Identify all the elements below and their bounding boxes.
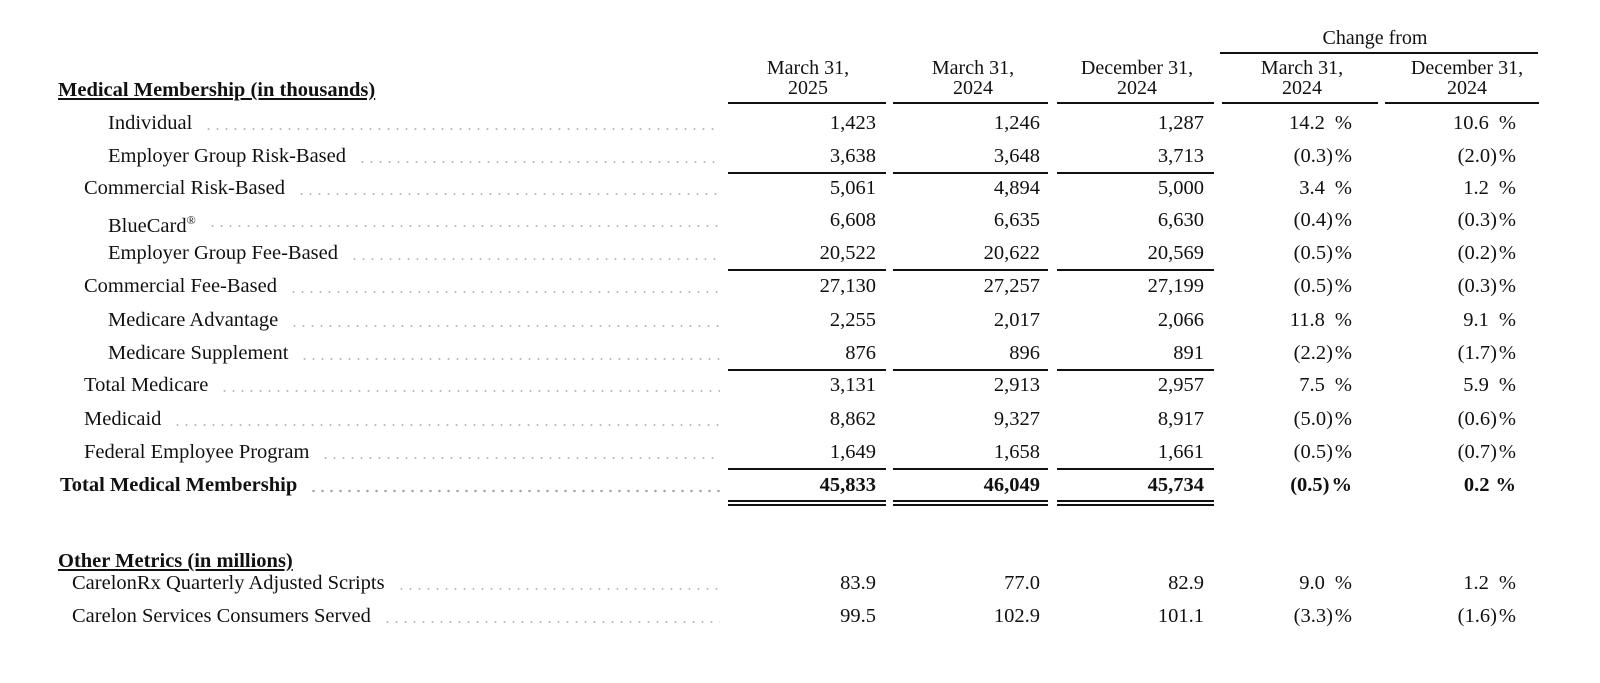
percent-sign: %: [1498, 572, 1516, 594]
change-percent-cell: [1202, 176, 1352, 200]
dot-leader: [350, 257, 720, 261]
change-percent-cell: [1202, 241, 1352, 265]
row-label: [108, 208, 196, 238]
value-cell: 83.9: [840, 572, 876, 594]
value-cell: 9,327: [993, 408, 1040, 430]
percent-sign: %: [1334, 112, 1352, 134]
change-percent-cell: [1366, 241, 1516, 265]
subtotal-rule: [1057, 269, 1214, 271]
subtotal-rule: [1057, 369, 1214, 371]
change-value: 9.0: [1299, 572, 1325, 594]
row-label-text: Employer Group Fee-Based: [108, 242, 338, 264]
col-header-mar2025: March 31, 2025: [766, 57, 850, 99]
row-label: [84, 373, 208, 397]
change-value: (0.5): [1293, 441, 1333, 463]
total-double-rule: [1057, 500, 1214, 506]
value-cell: 2,913: [993, 374, 1040, 396]
change-value: (0.4): [1293, 209, 1333, 231]
change-value: (0.3): [1457, 275, 1497, 297]
value-cell: 5,000: [1157, 177, 1204, 199]
percent-sign: %: [1495, 474, 1516, 496]
value-cell: 20,622: [983, 242, 1040, 264]
value-cell: 891: [1173, 342, 1204, 364]
change-value: (0.5): [1293, 242, 1333, 264]
change-percent-cell: [1366, 407, 1516, 431]
percent-sign: %: [1334, 177, 1352, 199]
row-label: [108, 111, 192, 135]
value-cell: 1,246: [993, 112, 1040, 134]
value-cell: 1,661: [1157, 441, 1204, 463]
change-value: (5.0): [1293, 408, 1333, 430]
dot-leader: [297, 192, 720, 196]
percent-sign: %: [1498, 177, 1516, 199]
value-cell: 99.5: [840, 605, 876, 627]
change-percent-cell: [1202, 341, 1352, 365]
value-cell: 102.9: [993, 605, 1040, 627]
row-label: [108, 144, 346, 168]
percent-sign: %: [1331, 474, 1352, 496]
change-value: 3.4: [1299, 177, 1325, 199]
change-percent-cell: [1202, 111, 1352, 135]
change-value: 1.2: [1463, 177, 1489, 199]
row-label-text: Medicare Supplement: [108, 342, 289, 364]
percent-sign: %: [1334, 309, 1352, 331]
change-percent-cell: [1202, 373, 1352, 397]
value-cell: 8,862: [829, 408, 876, 430]
percent-sign: %: [1498, 242, 1516, 264]
value-cell: 6,630: [1157, 209, 1204, 231]
row-label-text: Total Medical Membership: [60, 474, 298, 496]
dot-leader: [358, 160, 720, 164]
subtotal-rule: [893, 269, 1048, 271]
percent-sign: %: [1334, 408, 1352, 430]
value-cell: 896: [1009, 342, 1040, 364]
header-rule: [1222, 102, 1378, 104]
subtotal-rule: [893, 369, 1048, 371]
percent-sign: %: [1334, 572, 1352, 594]
change-percent-cell: [1366, 473, 1516, 497]
value-cell: 45,734: [1147, 474, 1204, 496]
row-label-text: Carelon Services Consumers Served: [72, 605, 371, 627]
change-percent-cell: [1366, 144, 1516, 168]
row-label-text: Federal Employee Program: [84, 441, 310, 463]
change-percent-cell: [1366, 341, 1516, 365]
subtotal-rule: [728, 369, 886, 371]
change-value: (3.3): [1293, 605, 1333, 627]
header-rule: [1057, 102, 1214, 104]
percent-sign: %: [1498, 112, 1516, 134]
value-cell: 46,049: [983, 474, 1040, 496]
change-value: (1.7): [1457, 342, 1497, 364]
change-percent-cell: [1366, 308, 1516, 332]
value-cell: 27,130: [819, 275, 876, 297]
value-cell: 3,131: [829, 374, 876, 396]
subtotal-rule: [1057, 172, 1214, 174]
percent-sign: %: [1334, 605, 1352, 627]
dot-leader: [173, 423, 720, 427]
subtotal-rule: [893, 172, 1048, 174]
value-cell: 2,255: [829, 309, 876, 331]
change-value: (2.2): [1293, 342, 1333, 364]
dot-leader: [204, 127, 720, 131]
row-label: [84, 176, 285, 200]
change-percent-cell: [1202, 274, 1352, 298]
percent-sign: %: [1498, 145, 1516, 167]
value-cell: 45,833: [819, 474, 876, 496]
row-label: [72, 571, 385, 595]
change-value: (0.5): [1290, 474, 1330, 496]
percent-sign: %: [1498, 441, 1516, 463]
percent-sign: %: [1498, 209, 1516, 231]
change-percent-cell: [1202, 308, 1352, 332]
value-cell: 876: [845, 342, 876, 364]
change-value: 0.2: [1463, 474, 1490, 496]
percent-sign: %: [1498, 374, 1516, 396]
other-metrics-title: Other Metrics (in millions): [58, 550, 293, 572]
subtotal-rule: [728, 269, 886, 271]
total-double-rule: [893, 500, 1048, 506]
value-cell: 6,635: [993, 209, 1040, 231]
row-label: [108, 241, 338, 265]
percent-sign: %: [1498, 342, 1516, 364]
change-value: (1.6): [1457, 605, 1497, 627]
value-cell: 1,423: [829, 112, 876, 134]
dot-leader: [208, 224, 720, 228]
row-label: [84, 274, 277, 298]
value-cell: 1,658: [993, 441, 1040, 463]
change-percent-cell: [1366, 604, 1516, 628]
header-rule: [1385, 102, 1539, 104]
change-percent-cell: [1366, 176, 1516, 200]
change-percent-cell: [1366, 571, 1516, 595]
value-cell: 1,287: [1157, 112, 1204, 134]
change-from-rule: [1220, 52, 1538, 54]
percent-sign: %: [1498, 605, 1516, 627]
row-label-text: Medicare Advantage: [108, 309, 279, 331]
change-value: 1.2: [1463, 572, 1489, 594]
change-value: (0.2): [1457, 242, 1497, 264]
dot-leader: [289, 290, 720, 294]
dot-leader: [300, 357, 720, 361]
percent-sign: %: [1498, 275, 1516, 297]
row-label-text: Medicaid: [84, 408, 162, 430]
registered-mark: ®: [186, 213, 196, 227]
row-label: [108, 308, 278, 332]
dot-leader: [383, 620, 720, 624]
row-label-text: BlueCard: [108, 214, 187, 237]
change-value: (0.7): [1457, 441, 1497, 463]
value-cell: 20,569: [1147, 242, 1204, 264]
change-percent-cell: [1366, 440, 1516, 464]
value-cell: 5,061: [829, 177, 876, 199]
subtotal-rule: [728, 172, 886, 174]
percent-sign: %: [1334, 441, 1352, 463]
change-percent-cell: [1202, 208, 1352, 232]
row-label-text: Employer Group Risk-Based: [108, 145, 346, 167]
change-value: (2.0): [1457, 145, 1497, 167]
row-label-text: Commercial Fee-Based: [84, 275, 277, 297]
row-label: [84, 440, 309, 464]
percent-sign: %: [1334, 374, 1352, 396]
percent-sign: %: [1498, 309, 1516, 331]
value-cell: 8,917: [1157, 408, 1204, 430]
percent-sign: %: [1498, 408, 1516, 430]
header-rule: [728, 102, 886, 104]
dot-leader: [397, 587, 720, 591]
row-label: [72, 604, 371, 628]
value-cell: 3,713: [1157, 145, 1204, 167]
change-value: (0.3): [1457, 209, 1497, 231]
row-label: [84, 407, 161, 431]
value-cell: 1,649: [829, 441, 876, 463]
col-header-change-dec2024: December 31, 2024: [1410, 57, 1524, 99]
change-value: (0.5): [1293, 275, 1333, 297]
row-label-text: Commercial Risk-Based: [84, 177, 285, 199]
value-cell: 4,894: [993, 177, 1040, 199]
value-cell: 20,522: [819, 242, 876, 264]
change-value: 7.5: [1299, 374, 1325, 396]
subtotal-rule: [728, 468, 886, 470]
value-cell: 77.0: [1004, 572, 1040, 594]
row-label-text: Total Medicare: [84, 374, 209, 396]
row-label-text: CarelonRx Quarterly Adjusted Scripts: [72, 572, 385, 594]
change-percent-cell: [1366, 274, 1516, 298]
value-cell: 27,199: [1147, 275, 1204, 297]
change-value: (0.6): [1457, 408, 1497, 430]
value-cell: 3,638: [829, 145, 876, 167]
value-cell: 2,066: [1157, 309, 1204, 331]
value-cell: 27,257: [983, 275, 1040, 297]
change-value: 11.8: [1289, 309, 1325, 331]
subtotal-rule: [1057, 468, 1214, 470]
change-percent-cell: [1202, 604, 1352, 628]
percent-sign: %: [1334, 145, 1352, 167]
change-value: 5.9: [1463, 374, 1489, 396]
value-cell: 101.1: [1157, 605, 1204, 627]
value-cell: 6,608: [829, 209, 876, 231]
value-cell: 2,017: [993, 309, 1040, 331]
dot-leader: [220, 389, 720, 393]
change-percent-cell: [1366, 111, 1516, 135]
change-value: (0.3): [1293, 145, 1333, 167]
value-cell: 2,957: [1157, 374, 1204, 396]
change-from-header: Change from: [1322, 27, 1428, 49]
percent-sign: %: [1334, 275, 1352, 297]
percent-sign: %: [1334, 209, 1352, 231]
change-percent-cell: [1202, 144, 1352, 168]
medical-membership-title: Medical Membership (in thousands): [58, 79, 376, 101]
percent-sign: %: [1334, 342, 1352, 364]
value-cell: 82.9: [1168, 572, 1204, 594]
row-label: [108, 341, 288, 365]
change-percent-cell: [1366, 373, 1516, 397]
row-label-text: Individual: [108, 112, 193, 134]
total-double-rule: [728, 500, 886, 506]
value-cell: 3,648: [993, 145, 1040, 167]
row-label: [60, 473, 297, 497]
header-rule: [893, 102, 1048, 104]
subtotal-rule: [893, 468, 1048, 470]
change-percent-cell: [1202, 571, 1352, 595]
change-percent-cell: [1202, 440, 1352, 464]
change-percent-cell: [1202, 473, 1352, 497]
percent-sign: %: [1334, 242, 1352, 264]
change-value: 10.6: [1453, 112, 1489, 134]
change-value: 9.1: [1463, 309, 1489, 331]
dot-leader: [321, 456, 720, 460]
dot-leader: [309, 489, 720, 493]
col-header-mar2024: March 31, 2024: [931, 57, 1015, 99]
col-header-change-mar2024: March 31, 2024: [1260, 57, 1344, 99]
col-header-dec2024: December 31, 2024: [1080, 57, 1194, 99]
change-percent-cell: [1366, 208, 1516, 232]
change-percent-cell: [1202, 407, 1352, 431]
change-value: 14.2: [1289, 112, 1325, 134]
dot-leader: [290, 324, 720, 328]
